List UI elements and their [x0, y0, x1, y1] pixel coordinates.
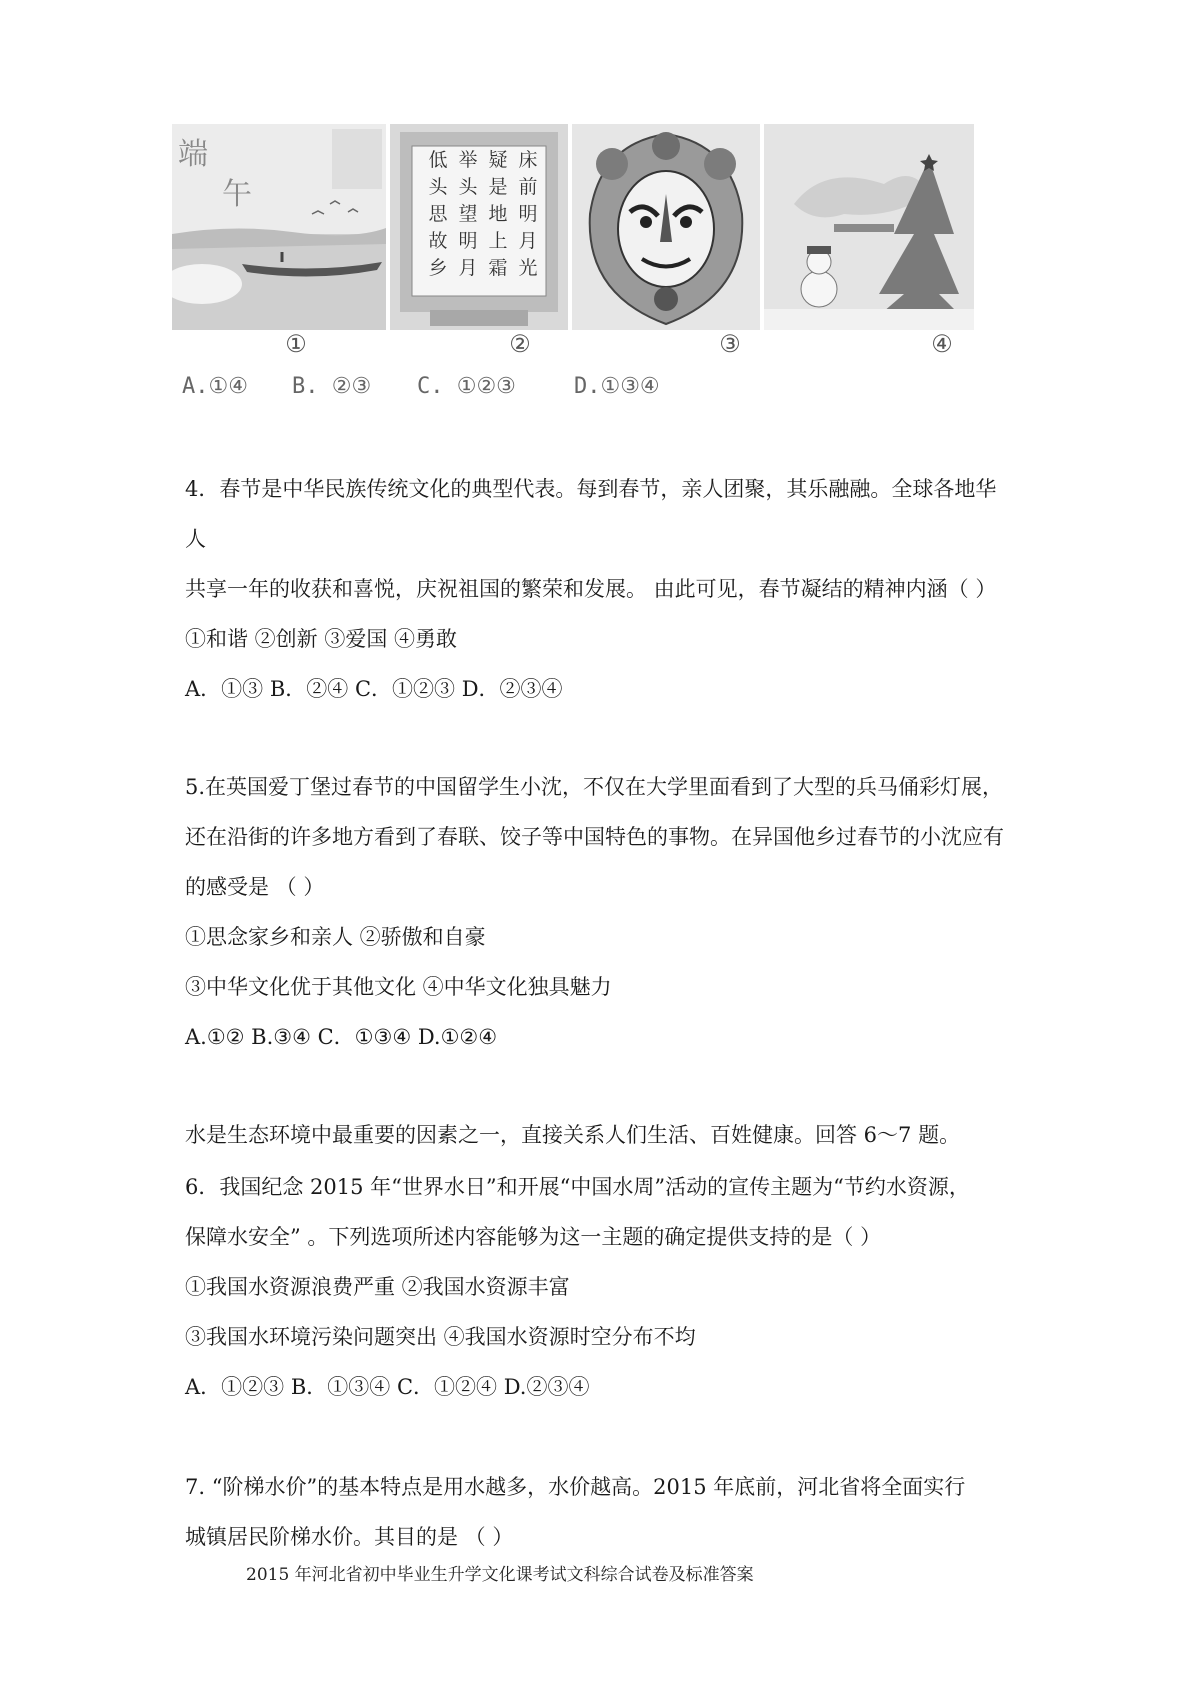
- question-figure: [172, 124, 1020, 330]
- q5-items-line-2: ③中华文化优于其他文化 ④中华文化独具魅力: [185, 975, 612, 999]
- q5-stem-line-2: 还在沿街的许多地方看到了春联、饺子等中国特色的事物。在异国他乡过春节的小沈应有: [185, 825, 1004, 849]
- q6-stem-line-2: 保障水安全” 。下列选项所述内容能够为这一主题的确定提供支持的是（ ）: [185, 1225, 882, 1249]
- panel-opera-mask: [572, 124, 760, 330]
- christmas-image: [764, 124, 974, 330]
- q6-items-line-1: ①我国水资源浪费严重 ②我国水资源丰富: [185, 1275, 570, 1299]
- poem-column: 床前明月光: [518, 149, 538, 279]
- q7-stem-line-1: 7. “阶梯水价”的基本特点是用水越多，水价越高。2015 年底前，河北省将全面实行: [185, 1475, 966, 1499]
- dragon-boat-image: [172, 124, 386, 330]
- panel-poem-scroll: [390, 124, 568, 330]
- poem-column: 疑是地上霜: [488, 149, 508, 279]
- poem-column: 举头望明月: [458, 149, 478, 279]
- document-footer: 2015 年河北省初中毕业生升学文化课考试文科综合试卷及标准答案: [246, 1565, 754, 1585]
- q4-stem-line-1: 4．春节是中华民族传统文化的典型代表。每到春节，亲人团聚，其乐融融。全球各地华: [185, 477, 997, 501]
- panel1-title-a: 端: [178, 137, 208, 172]
- q6-stem-line-1: 6．我国纪念 2015 年“世界水日”和开展“中国水周”活动的宣传主题为“节约水资源，: [185, 1175, 970, 1199]
- q3-option-a: A.①④: [182, 374, 248, 399]
- figure-label-1: ①: [285, 330, 307, 358]
- figure-label-4: ④: [931, 330, 953, 358]
- figure-label-2: ②: [509, 330, 531, 358]
- q6-options: A．①②③ B．①③④ C．①②④ D.②③④: [185, 1375, 590, 1399]
- water-intro: 水是生态环境中最重要的因素之一，直接关系人们生活、百姓健康。回答 6～7 题。: [185, 1123, 961, 1147]
- q4-options: A．①③ B．②④ C．①②③ D．②③④: [185, 677, 563, 701]
- opera-mask-image: [572, 124, 760, 330]
- q4-stem-line-2: 人: [185, 527, 206, 551]
- q7-stem-line-2: 城镇居民阶梯水价。其目的是 （ ）: [185, 1525, 514, 1549]
- q3-option-b: B. ②③: [292, 374, 372, 399]
- poem-column: 低头思故乡: [428, 149, 448, 279]
- q5-stem-line-1: 5.在英国爱丁堡过春节的中国留学生小沈，不仅在大学里面看到了大型的兵马俑彩灯展，: [185, 775, 1004, 799]
- panel-christmas: [764, 124, 974, 330]
- panel-dragon-boat: [172, 124, 386, 330]
- q6-items-line-2: ③我国水环境污染问题突出 ④我国水资源时空分布不均: [185, 1325, 696, 1349]
- q5-stem-line-3: 的感受是 （ ）: [185, 875, 325, 899]
- q4-stem-line-3: 共享一年的收获和喜悦，庆祝祖国的繁荣和发展。 由此可见，春节凝结的精神内涵（ ）: [185, 577, 997, 601]
- q3-option-c: C. ①②③: [417, 374, 516, 399]
- figure-label-3: ③: [719, 330, 741, 358]
- q3-option-d: D.①③④: [574, 374, 660, 399]
- q5-options: A.①② B.③④ C．①③④ D.①②④: [185, 1025, 498, 1049]
- q5-items-line-1: ①思念家乡和亲人 ②骄傲和自豪: [185, 925, 486, 949]
- poem-scroll-image: [390, 124, 568, 330]
- q4-items: ①和谐 ②创新 ③爱国 ④勇敢: [185, 627, 458, 651]
- panel1-title-b: 午: [222, 177, 252, 212]
